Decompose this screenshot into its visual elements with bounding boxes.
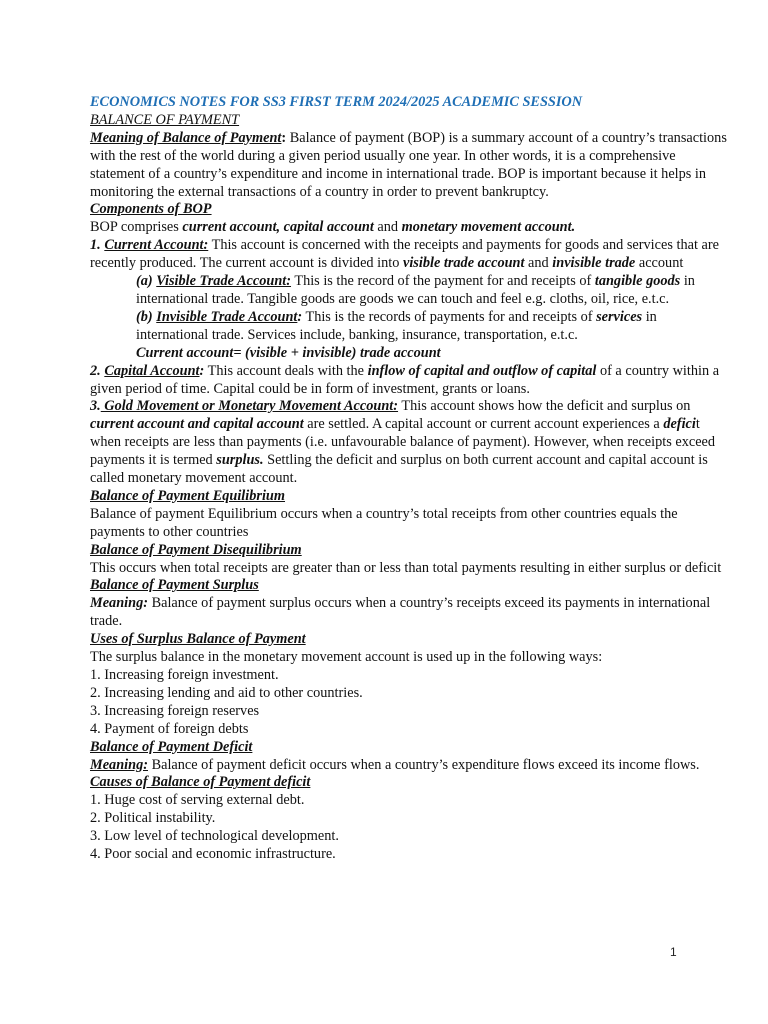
invisible-trade-label: Invisible Trade Account	[156, 308, 298, 325]
monetary-movement-text4: Settling the deficit and surplus on both current account and capital account is called monetary movement account.	[90, 452, 708, 487]
document-page	[90, 94, 730, 864]
invisible-trade-b1: services	[596, 308, 643, 325]
list-item: 2. Increasing lending and aid to other countries.	[90, 684, 363, 701]
monetary-movement-b1: current account and capital account	[90, 416, 304, 433]
visible-trade-paragraph	[136, 273, 730, 309]
causes-heading: Causes of Balance of Payment deficit	[90, 774, 311, 791]
surplus-paragraph	[90, 595, 730, 631]
page-number: 1	[670, 945, 677, 959]
current-account-and: and	[524, 255, 553, 272]
current-account-b1: visible trade account	[402, 255, 525, 272]
visible-trade-text1: This is the record of the payment for and receipts of	[291, 273, 595, 290]
uses-heading: Uses of Surplus Balance of Payment	[90, 631, 306, 648]
components-intro-b1: current account, capital account	[182, 219, 374, 236]
invisible-trade-number: (b)	[136, 308, 153, 325]
current-account-formula: Current account= (visible + invisible) trade account	[136, 344, 441, 361]
surplus-meaning-label: Meaning:	[90, 595, 148, 612]
meaning-colon: :	[281, 129, 287, 146]
current-account-text2: account	[635, 255, 684, 272]
monetary-movement-b3: surplus.	[216, 452, 264, 469]
monetary-movement-number: 3.	[90, 398, 101, 415]
components-intro	[90, 219, 730, 237]
visible-trade-text2: in international trade. Tangible goods are goods we can touch and feel e.g. cloths, oil, rice, e.t.c.	[136, 273, 695, 307]
monetary-movement-text3: t when receipts are less than payments (i.e. unfavourable balance of payment). However, when receipts exceed payments it is termed	[90, 416, 716, 469]
invisible-trade-colon: :	[297, 308, 303, 325]
capital-account-text1: This account deals with the	[204, 362, 368, 379]
components-intro-b2: monetary movement account.	[401, 219, 576, 236]
equilibrium-text: Balance of payment Equilibrium occurs when a country’s total receipts from other countries equals the payments to other countries	[90, 505, 678, 540]
list-item: 4. Payment of foreign debts	[90, 720, 249, 737]
disequilibrium-text: This occurs when total receipts are greater than or less than total payments resulting in either surplus or deficit	[90, 559, 722, 576]
list-item: 3. Increasing foreign reserves	[90, 702, 260, 719]
components-intro-pre: BOP comprises	[90, 219, 183, 236]
monetary-movement-text2: are settled. A capital account or current account experiences a	[303, 416, 664, 433]
surplus-heading: Balance of Payment Surplus	[90, 577, 259, 594]
equilibrium-heading: Balance of Payment Equilibrium	[90, 487, 286, 504]
disequilibrium-heading: Balance of Payment Disequilibrium	[90, 541, 302, 558]
meaning-label: Meaning of Balance of Payment	[90, 129, 282, 146]
list-item: 1. Huge cost of serving external debt.	[90, 792, 305, 809]
capital-account-label: Capital Account	[104, 362, 200, 379]
current-account-paragraph	[90, 237, 730, 273]
invisible-trade-paragraph	[136, 309, 730, 345]
invisible-trade-text2: in international trade. Services include, banking, insurance, transportation, e.t.c.	[136, 308, 657, 343]
list-item: 1. Increasing foreign investment.	[90, 667, 279, 683]
topic-heading: BALANCE OF PAYMENT	[90, 111, 240, 128]
uses-intro: The surplus balance in the monetary movement account is used up in the following ways:	[90, 649, 603, 666]
capital-account-paragraph	[90, 363, 730, 399]
current-account-number: 1.	[90, 237, 101, 254]
visible-trade-number: (a)	[136, 273, 153, 290]
uses-list	[90, 667, 730, 739]
capital-account-text2: of a country within a given period of time. Capital could be in form of investment, grants or loans.	[90, 362, 720, 397]
monetary-movement-paragraph	[90, 398, 730, 488]
capital-account-colon: :	[199, 362, 205, 379]
current-account-subsection	[90, 273, 730, 363]
visible-trade-b1: tangible goods	[594, 273, 681, 290]
list-item: 2. Political instability.	[90, 810, 216, 827]
list-item: 4. Poor social and economic infrastructure.	[90, 846, 336, 863]
components-heading: Components of BOP	[90, 201, 212, 218]
document-title: ECONOMICS NOTES FOR SS3 FIRST TERM 2024/2025 ACADEMIC SESSION	[90, 94, 583, 110]
capital-account-b1: inflow of capital and outflow of capital	[367, 362, 597, 379]
current-account-label: Current Account:	[104, 237, 209, 254]
deficit-paragraph	[90, 757, 730, 775]
meaning-paragraph	[90, 130, 730, 202]
visible-trade-label: Visible Trade Account:	[156, 273, 292, 290]
causes-list	[90, 792, 730, 864]
current-account-text1: This account is concerned with the receipts and payments for goods and services that are recently produced. The current account is divided into	[90, 237, 719, 272]
surplus-meaning-text: Balance of payment surplus occurs when a country’s receipts exceed its payments in international trade.	[90, 595, 711, 630]
deficit-heading: Balance of Payment Deficit	[90, 738, 253, 755]
list-item: 3. Low level of technological development.	[90, 828, 339, 845]
components-intro-mid: and	[373, 219, 402, 236]
meaning-text: Balance of payment (BOP) is a summary account of a country’s transactions with the rest of the world during a given period usually one year. In other words, it is a comprehensive statement of a country’s expenditure and income in international trade. BOP is important because it helps in monitoring the external transactions of a country in order to prevent bankruptcy.	[90, 129, 727, 200]
monetary-movement-b2: defici	[663, 416, 696, 433]
capital-account-number: 2.	[90, 362, 101, 379]
current-account-b2: invisible trade	[552, 255, 636, 272]
deficit-meaning-label: Meaning:	[90, 756, 148, 773]
monetary-movement-text1: This account shows how the deficit and surplus on	[398, 398, 691, 415]
monetary-movement-label: Gold Movement or Monetary Movement Account:	[100, 398, 399, 415]
deficit-meaning-text: Balance of payment deficit occurs when a country’s expenditure flows exceed its income flows.	[148, 756, 700, 773]
invisible-trade-text1: This is the records of payments for and receipts of	[302, 308, 597, 325]
